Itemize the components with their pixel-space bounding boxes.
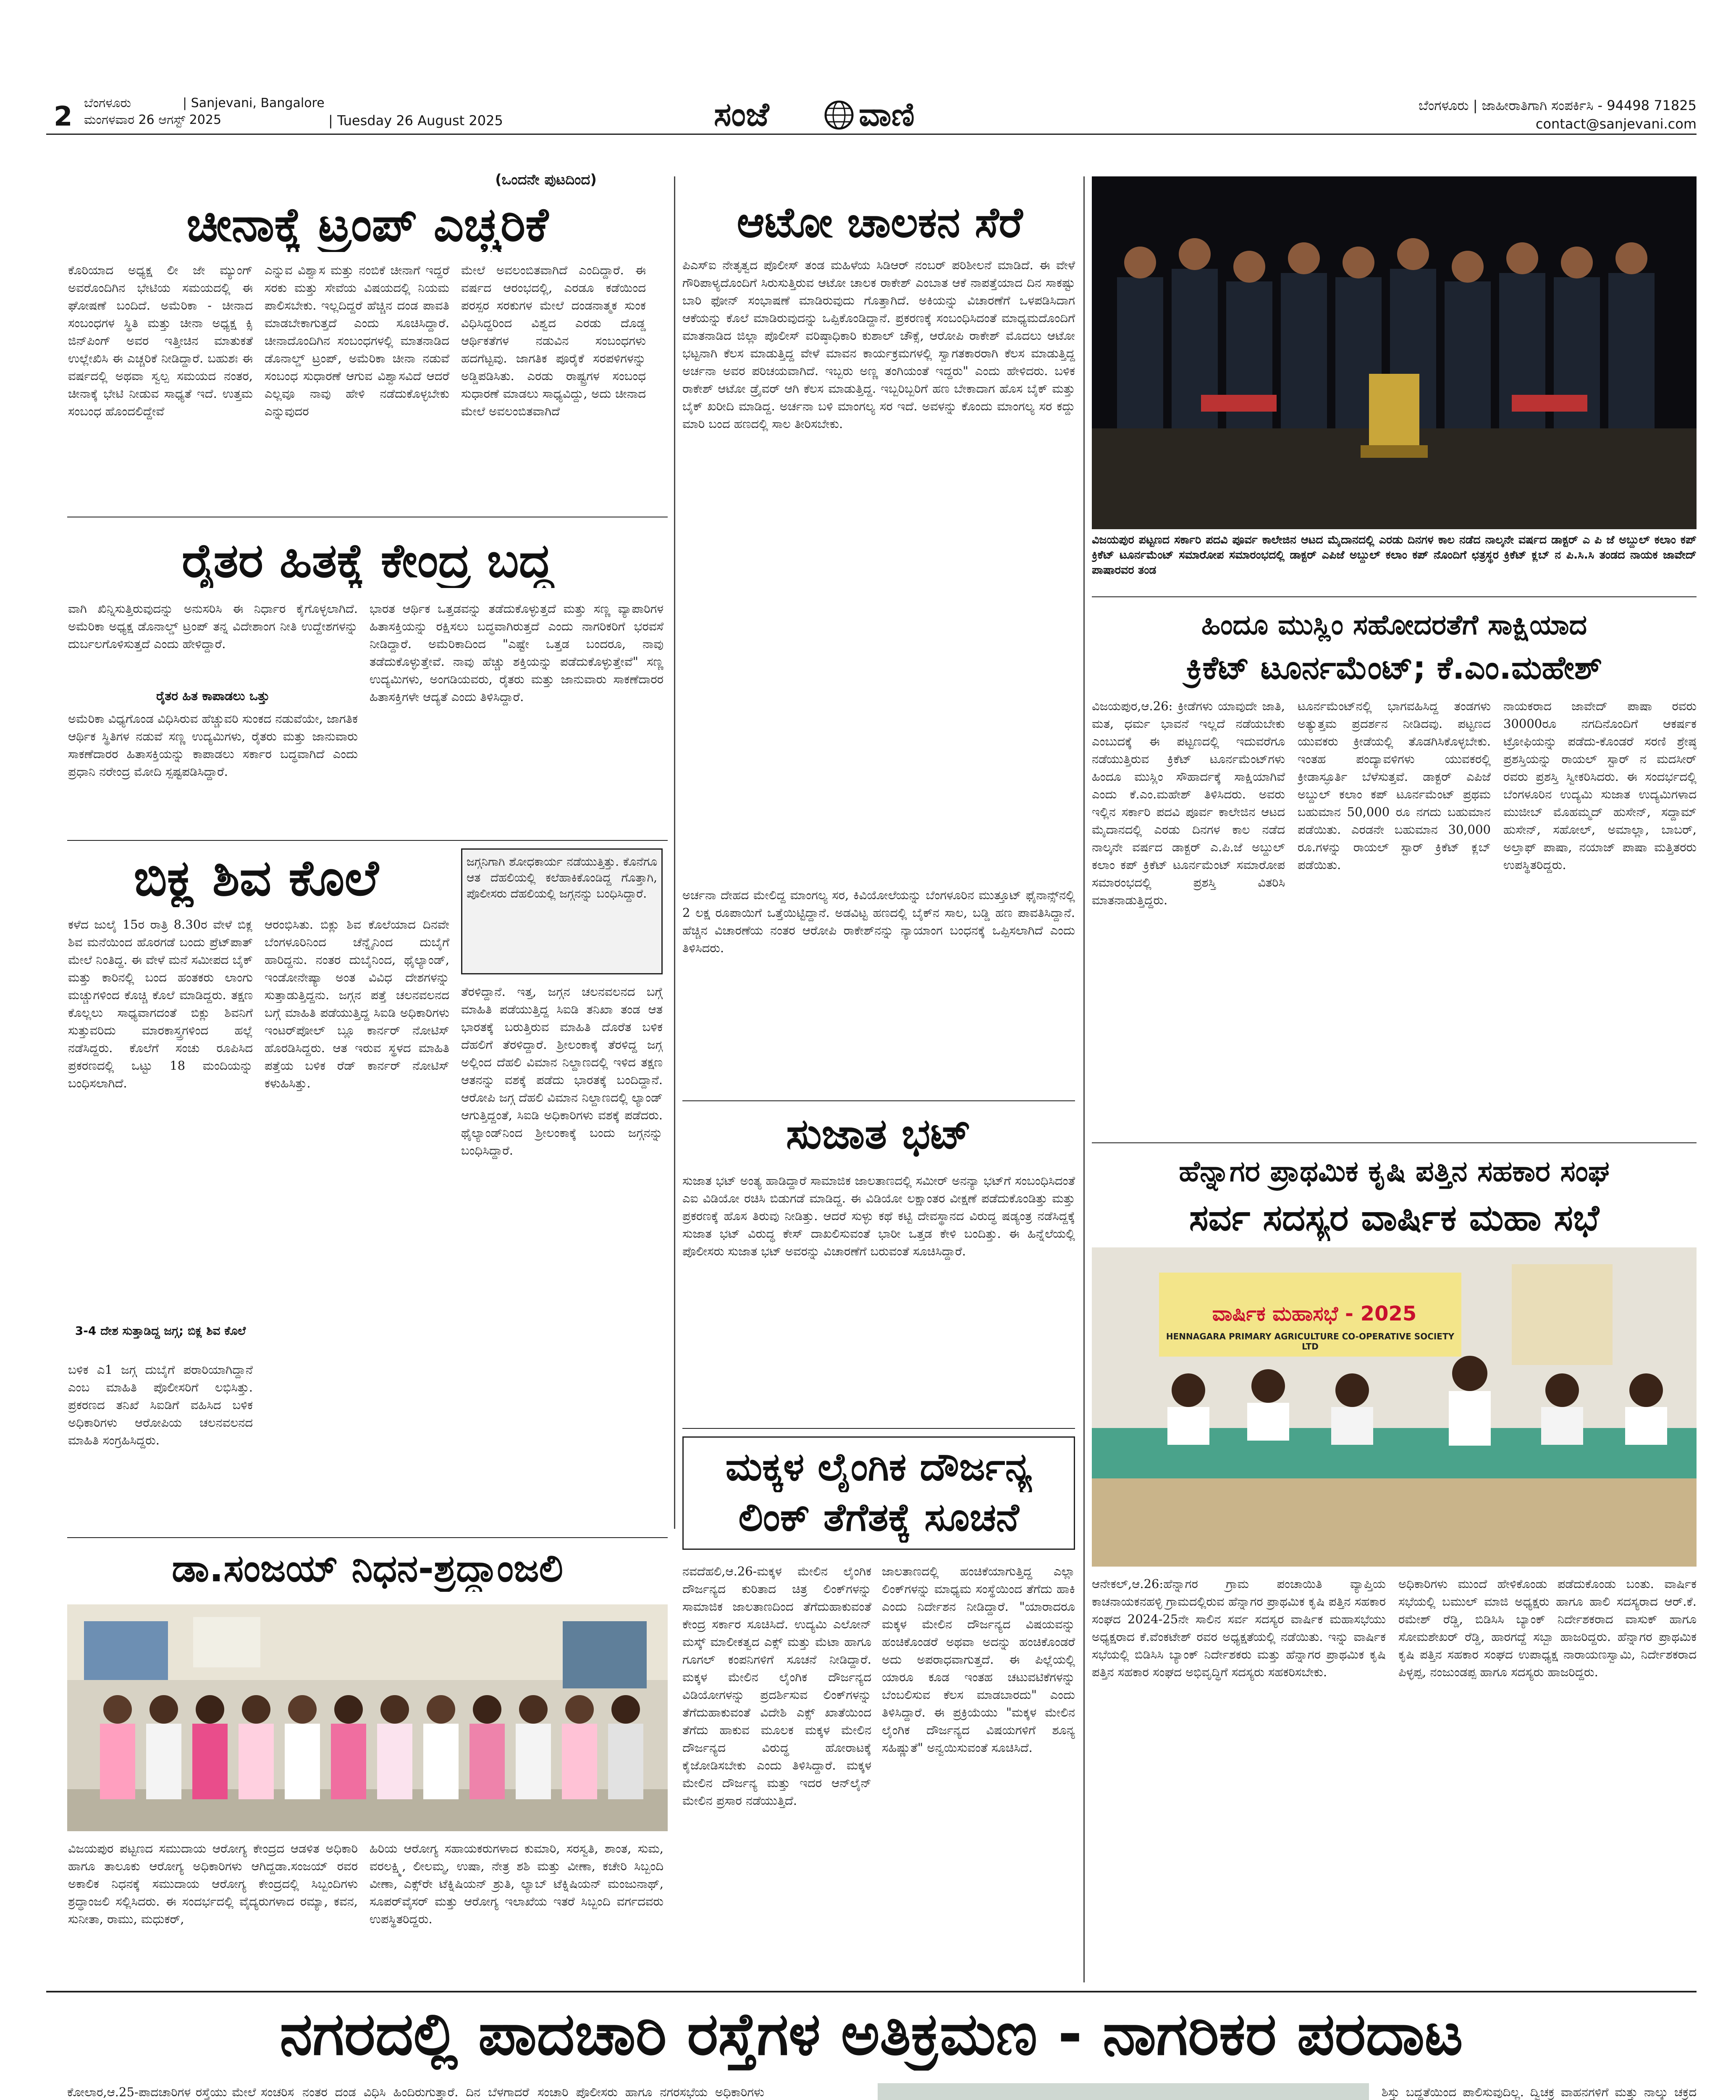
masthead-date-english: | Tuesday 26 August 2025: [328, 113, 503, 129]
sujatha-col1: ಸುಜಾತ ಭಟ್ ಅಂತ್ಯ ಹಾಡಿದ್ದಾರೆ ಸಾಮಾಜಿಕ ಜಾಲತಾಣದಲ್ಲಿ ಸಮೀರ್ ಅನನ್ಯಾ ಭಟ್‌ಗೆ ಸಂಬಂಧಿಸಿದಂತೆ ಎಐ ವಿಡಿಯೋ ರಚಿಸಿ ಬಿಡುಗಡೆ ಮಾಡಿದ್ದ. ಈ ವಿಡಿಯೋ ಲಕ್ಷಾಂತರ ವೀಕ್ಷಣೆ ಪಡೆದುಕೊಂಡಿತ್ತು ಮತ್ತು ಪ್ರಕರಣಕ್ಕೆ ಹೊಸ ತಿರುವು ನೀಡಿತ್ತು. ಆದರೆ ಸುಳ್ಳು ಕಥೆ ಕಟ್ಟಿ ದೇವಸ್ಥಾನದ ವಿರುದ್ಧ ಷಡ್ಯಂತ್ರ ನಡೆಸಿದ್ದಕ್ಕೆ ಸುಜಾತ ಭಟ್ ವಿರುದ್ಧ ಕೇಸ್ ದಾಖಲಿಸುವಂತೆ ಭಾರೀ ಒತ್ತಡ ಕೇಳಿ ಬಂದಿತ್ತು. ಈ ಹಿನ್ನೆಲೆಯಲ್ಲಿ ಪೊಲೀಸರು ಸುಜಾತ ಭಟ್ ಅವರನ್ನು ವಿಚಾರಣೆಗೆ ಬರುವಂತೆ ಸೂಚಿಸಿದ್ದಾರೆ.: [682, 1173, 1075, 1258]
masthead-rule: [46, 134, 1697, 135]
tribute-photo: [67, 1604, 668, 1831]
farmers-col1b: ಅಮೆರಿಕಾ ವಿಧ್ಯಗೊಂಡ ವಿಧಿಸಿರುವ ಹೆಚ್ಚುವರಿ ಸುಂಕದ ನಡುವೆಯೇ, ಜಾಗತಿಕ ಆರ್ಥಿಕ ಸ್ಥಿತಿಗಳ ನಡುವೆ ಸಣ್ಣ ಉದ್ಯಮಿಗಳು, ರೈತರು ಮತ್ತು ಜಾನುವಾರು ಸಾಕಣೆದಾರರ ಹಿತಾಸಕ್ತಿಯನ್ನು ಕಾಪಾಡಲು ಸರ್ಕಾರ ಬದ್ಧವಾಗಿದೆ ಎಂದು ಪ್ರಧಾನಿ ನರೇಂದ್ರ ಮೋದಿ ಸ್ಪಷ್ಟಪಡಿಸಿದ್ದಾರೆ.: [68, 711, 358, 779]
headline-auto-driver: ಆಟೋ ಚಾಲಕನ ಸೆರೆ: [737, 198, 1023, 247]
bikla-col1: ಕಳೆದ ಜುಲೈ 15ರ ರಾತ್ರಿ 8.30ರ ವೇಳೆ ಬಿಕ್ಲ ಶಿವ ಮನೆಯಿಂದ ಹೊರಗಡೆ ಬಂದು ಪ್ರೆಟ್‌ಪಾತ್ ಮೇಲೆ ನಿಂತಿದ್ದ. ಈ ವೇಳೆ ಮನೆ ಸಮೀಪದ ಬೈಕ್ ಮತ್ತು ಕಾರಿನಲ್ಲಿ ಬಂದ ಹಂತಕರು ಲಾಂಗು ಮಚ್ಚುಗಳಿಂದ ಕೊಚ್ಚಿ ಕೊಲೆ ಮಾಡಿದ್ದರು. ತಕ್ಷಣ ಕೊಲ್ಲಲು ಸಾಧ್ಯವಾಗದಂತೆ ಬಿಕ್ಲು ಶಿವನಿಗೆ ಸುತ್ತುವರಿದು ಮಾರಕಾಸ್ತ್ರಗಳಿಂದ ಹಲ್ಲೆ ನಡೆಸಿದ್ದರು. ಕೊಲೆಗೆ ಸಂಚು ರೂಪಿಸಿದ ಪ್ರಕರಣದಲ್ಲಿ ಒಟ್ಟು 18 ಮಂದಿಯನ್ನು ಬಂಧಿಸಲಾಗಿದೆ.: [68, 917, 253, 1090]
bikla-col3: ತೆರಳಿದ್ದಾನೆ. ಇತ್ತ, ಜಗ್ಗನ ಚಲನವಲನದ ಬಗ್ಗೆ ಮಾಹಿತಿ ಪಡೆಯುತ್ತಿದ್ದ ಸಿಐಡಿ ತನಿಖಾ ತಂಡ ಆತ ಭಾರತಕ್ಕೆ ಬರುತ್ತಿರುವ ಮಾಹಿತಿ ದೊರೆತ ಬಳಿಕ ದೆಹಲಿಗೆ ತೆರಳಿದ್ದಾರೆ. ಶ್ರೀಲಂಕಾಕ್ಕೆ ತೆರಳಿದ್ದ ಜಗ್ಗ ಅಲ್ಲಿಂದ ದೆಹಲಿ ವಿಮಾನ ನಿಲ್ದಾಣದಲ್ಲಿ ಇಳಿದ ತಕ್ಷಣ ಆತನನ್ನು ವಶಕ್ಕೆ ಪಡೆದು ಭಾರತಕ್ಕೆ ಬಂದಿದ್ದಾನೆ. ಆರೋಪಿ ಜಗ್ಗ ದೆಹಲಿ ವಿಮಾನ ನಿಲ್ದಾಣದಲ್ಲಿ ಲ್ಯಾಂಡ್ ಆಗುತ್ತಿದ್ದಂತೆ, ಸಿಐಡಿ ಅಧಿಕಾರಿಗಳು ವಶಕ್ಕೆ ಪಡೆದರು. ಥೈಲ್ಯಾಂಡ್‌ನಿಂದ ಶ್ರೀಲಂಕಾಕ್ಕೆ ಬಂದು ಜಗ್ಗನನ್ನು ಬಂಧಿಸಿದ್ದಾರೆ.: [461, 984, 663, 1158]
cricket-image: [1092, 176, 1697, 529]
divider: [67, 840, 668, 841]
china-col3: ಮೇಲೆ ಅವಲಂಬಿತವಾಗಿದೆ ಎಂದಿದ್ದಾರೆ. ಈ ವರ್ಷದ ಆರಂಭದಲ್ಲಿ, ಎರಡೂ ಕಡೆಯಿಂದ ಪರಸ್ಪರ ಸರಕುಗಳ ಮೇಲೆ ದಂಡನಾತ್ಮಕ ಸುಂಕ ವಿಧಿಸಿದ್ದರಿಂದ ವಿಶ್ವದ ಎರಡು ದೊಡ್ಡ ಆರ್ಥಿಕತೆಗಳ ನಡುವಿನ ಸಂಬಂಧಗಳು ಹದಗೆಟ್ಟವು. ಜಾಗತಿಕ ಪೂರೈಕೆ ಸರಪಳಿಗಳನ್ನು ಅಡ್ಡಿಪಡಿಸಿತು. ಎರಡು ರಾಷ್ಟ್ರಗಳ ಸಂಬಂಧ ಸುಧಾರಣೆ ಮಾಡಲು ಸಾಧ್ಯವಿದ್ದು, ಅದು ಚೀನಾದ ಮೇಲೆ ಅವಲಂಬಿತವಾಗಿದೆ: [461, 263, 646, 418]
column-rule: [674, 176, 675, 1529]
meeting-image: [1092, 1247, 1697, 1567]
headline-footpath: ನಗರದಲ್ಲಿ ಪಾದಚಾರಿ ರಸ್ತೆಗಳ ಅತಿಕ್ರಮಣ - ನಾಗರಿಕರ ಪರದಾಟ: [280, 2000, 1463, 2068]
meeting-banner-subtitle: HENNAGARA PRIMARY AGRICULTURE CO-OPERATIVE SOCIETY LTD: [1166, 1331, 1455, 1352]
newspaper-logo: [714, 96, 1033, 134]
footpath-col3: ಸಂಚಾರಿ ಪೊಲೀಸರು ಹಾಗೂ ನಗರಸಭೆಯ ಅಧಿಕಾರಿಗಳು: [538, 2085, 764, 2099]
hennagara-col2: ಅಧಿಕಾರಿಗಳು ಮುಂದೆ ಹೇಳಿಕೊಂಡು ಪಡೆದುಕೊಂಡು ಬಂತು. ವಾರ್ಷಿಕ ಸಭೆಯಲ್ಲಿ ಬಮುಲ್ ಮಾಜಿ ಅಧ್ಯಕ್ಷರು ಹಾಗೂ ಹಾಲಿ ಸದಸ್ಯರಾದ ಆರ್.ಕೆ. ರಮೇಶ್ ರೆಡ್ಡಿ, ಬಿಡಿಸಿಸಿ ಬ್ಯಾಂಕ್ ನಿರ್ದೇಶಕರಾದ ವಾಸುಕ್ ಹಾಗೂ ಸೋಮಶೇಖರ್ ರೆಡ್ಡಿ, ಹಾರಗದ್ದೆ ಸಬ್ಬಾ ಹಾಜರಿದ್ದರು. ಹೆನ್ನಾಗರ ಪ್ರಾಥಮಿಕ ಕೃಷಿ ಪತ್ತಿನ ಸಹಕಾರ ಸಂಘದ ಉಪಾಧ್ಯಕ್ಷ ನಾರಾಯಣಸ್ವಾಮಿ, ನಿರ್ದೇಶಕರಾದ ಪಿಳ್ಳಪ್ಪ, ನಂಜುಂಡಪ್ಪ ಹಾಗೂ ಸದಸ್ಯರು ಹಾಜರಿದ್ದರು.: [1398, 1577, 1697, 1679]
auto-col2: ಅರ್ಚನಾ ದೇಹದ ಮೇಲಿದ್ದ ಮಾಂಗಲ್ಯ ಸರ, ಕಿವಿಯೋಲೆಯನ್ನು ಬೆಂಗಳೂರಿನ ಮುತ್ತೂಟ್ ಫೈನಾನ್ಸ್‌ನಲ್ಲಿ 2 ಲಕ್ಷ ರೂಪಾಯಿಗೆ ಒತ್ತೆಯಿಟ್ಟಿದ್ದಾನೆ. ಅಡವಿಟ್ಟ ಹಣದಲ್ಲಿ ಬೈಕ್‌ನ ಸಾಲ, ಬಡ್ಡಿ ಹಣ ಪಾವತಿಸಿದ್ದಾನೆ. ಹೆಚ್ಚಿನ ವಿಚಾರಣೆಯ ನಂತರ ಆರೋಪಿ ರಾಕೇಶ್‌ನನ್ನು ನ್ಯಾಯಾಂಗ ಬಂಧನಕ್ಕೆ ಒಪ್ಪಿಸಲಾಗಿದೆ ಎಂದು ತಿಳಿಸಿದರು.: [682, 888, 1075, 955]
auto-col1: ಪಿಎಸ್‌ಐ ನೇತೃತ್ವದ ಪೊಲೀಸ್ ತಂಡ ಮಹಿಳೆಯ ಸಿಡಿಆರ್ ನಂಬರ್ ಪರಿಶೀಲನೆ ಮಾಡಿದೆ. ಈ ವೇಳೆ ಗೌರಿಪಾಳ್ಯದೊಂದಿಗೆ ಸಿರುಸುತ್ತಿರುವ ಆಟೋ ಚಾಲಕ ರಾಕೇಶ್ ಎಂಬಾತ ಆಕೆ ನಾಪತ್ತೆಯಾದ ದಿನ ಸಾಕಷ್ಟು ಬಾರಿ ಫೋನ್ ಸಂಭಾಷಣೆ ಮಾಡಿರುವುದು ಗೊತ್ತಾಗಿದೆ. ಅಕಿಯನ್ನು ವಿಚಾರಣೆಗೆ ಒಳಪಡಿಸಿದಾಗ ಆಕೆಯನ್ನು ಕೊಲೆ ಮಾಡಿರುವುದನ್ನು ಒಪ್ಪಿಕೊಂಡಿದ್ದಾನೆ. ಪ್ರಕರಣಕ್ಕೆ ಸಂಬಂಧಿಸಿದಂತೆ ಮಾಧ್ಯಮದೊಂದಿಗೆ ಮಾತನಾಡಿದ ಜಿಲ್ಲಾ ಪೊಲೀಸ್ ವರಿಷ್ಠಾಧಿಕಾರಿ ಕುಶಾಲ್ ಚೌಕ್ಸೆ, ಆರೋಪಿ ರಾಕೇಶ್ ಮೊದಲು ಆಟೋ ಭಟ್ಟನಾಗಿ ಕೆಲಸ ಮಾಡುತ್ತಿದ್ದ ವೇಳೆ ಮಾವನ ಕಾರ್ಯಕ್ರಮಗಳಲ್ಲಿ ಸ್ವಾಗತಕಾರರಾಗಿ ಕೆಲಸ ಮಾಡುತ್ತಿದ್ದ ಅರ್ಚನಾ ಅವರ ಪರಿಚಯವಾಗಿದೆ. ಇಬ್ಬರು ಅಣ್ಣ ತಂಗಿಯಂತೆ ಇದ್ದರು" ಎಂದು ಹೇಳಿದರು. ಬಳಿಕ ರಾಕೇಶ್ ಆಟೋ ಡ್ರೈವರ್ ಆಗಿ ಕೆಲಸ ಮಾಡುತ್ತಿದ್ದ. ಇಬ್ಬರಿಬ್ಬರಿಗೆ ಹಣ ಬೇಕಾದಾಗ ಹೊಸ ಬೈಕ್ ಮತ್ತು ಬೈಕ್ ಖರೀದಿ ಮಾಡಿದ್ದ. ಅರ್ಚನಾ ಬಳಿ ಮಾಂಗಲ್ಯ ಸರ ಇದೆ. ಅವಳನ್ನು ಕೊಂದು ಮಾಂಗಲ್ಯ ಸರ ಕದ್ದು ಮಾರಿ ಬಂದ ಹಣದಲ್ಲಿ ಸಾಲ ತೀರಿಸಬೇಕು.: [682, 258, 1075, 431]
bikla-box-note: [461, 848, 663, 974]
headline-bikla-shiva: ಬಿಕ್ಲ ಶಿವ ಕೊಲೆ: [134, 849, 379, 907]
page-number: 2: [54, 101, 73, 132]
bikla-col1b: ಬಳಿಕ ಎ1 ಜಗ್ಗ ದುಬೈಗೆ ಪರಾರಿಯಾಗಿದ್ದಾನೆ ಎಂಬ ಮಾಹಿತಿ ಪೊಲೀಸರಿಗೆ ಲಭಿಸಿತ್ತು. ಪ್ರಕರಣದ ತನಿಖೆ ಸಿಐಡಿಗೆ ವಹಿಸಿದ ಬಳಿಕ ಅಧಿಕಾರಿಗಳು ಆರೋಪಿಯ ಚಲನವಲನದ ಮಾಹಿತಿ ಸಂಗ್ರಹಿಸಿದ್ದರು.: [68, 1362, 253, 1447]
china-col2: ಎನ್ನುವ ವಿಶ್ವಾಸ ಮತ್ತು ನಂಬಿಕೆ ಚೀನಾಗೆ ಇದ್ದರೆ ಸರಕು ಮತ್ತು ಸೇವೆಯ ವಿಷಯದಲ್ಲಿ ನಿಯಮ ಪಾಲಿಸಬೇಕು. ಇಲ್ಲದಿದ್ದರೆ ಹೆಚ್ಚಿನ ದಂಡ ಪಾವತಿ ಮಾಡಬೇಕಾಗುತ್ತದೆ ಎಂದು ಸೂಚಿಸಿದ್ದಾರೆ. ಚೀನಾದೊಂದಿಗಿನ ಸಂಬಂಧಗಳಲ್ಲಿ ಮಾತನಾಡಿದ ಡೊನಾಲ್ಡ್ ಟ್ರಂಪ್, ಅಮೆರಿಕಾ ಚೀನಾ ನಡುವೆ ಸಂಬಂಧ ಸುಧಾರಣೆ ಆಗುವ ವಿಶ್ವಾಸವಿದೆ ಆದರೆ ಎಲ್ಲವೂ ನಾವು ಹೇಳಿ ನಡೆದುಕೊಳ್ಳಬೇಕು ಎನ್ನುವುದರ: [265, 263, 449, 418]
market-image: [878, 2083, 1369, 2100]
headline-hennagara-2: ಸರ್ವ ಸದಸ್ಯರ ವಾರ್ಷಿಕ ಮಹಾ ಸಭೆ: [1189, 1197, 1600, 1239]
tribute-caption-2: ಹಿರಿಯ ಆರೋಗ್ಯ ಸಹಾಯಕರುಗಳಾದ ಕುಮಾರಿ, ಸರಸ್ವತಿ, ಶಾಂತ, ಸುಮ, ವರಲಕ್ಷ್ಮಿ, ಲೀಲಮ್ಮ, ಉಷಾ, ನೇತ್ರ ಶಶಿ ಮತ್ತು ವೀಣಾ, ಕಚೇರಿ ಸಿಬ್ಬಂದಿ ವೀಣಾ, ಎಕ್ಸ್‌ರೇ ಟೆಕ್ನಿಷಿಯನ್ ಶ್ರುತಿ, ಲ್ಯಾಬ್ ಟೆಕ್ನಿಷಿಯನ್ ಮಂಜುನಾಥ್, ಸೂಪರ್‌ವೈಸರ್ ಮತ್ತು ಆರೋಗ್ಯ ಇಲಾಖೆಯ ಇತರೆ ಸಿಬ್ಬಂದಿ ವರ್ಗದವರು ಉಪಸ್ಥಿತರಿದ್ದರು.: [370, 1841, 663, 1926]
headline-dr-sanjay: ಡಾ.ಸಂಜಯ್ ನಿಧನ-ಶ್ರದ್ಧಾಂಜಲಿ: [172, 1546, 563, 1591]
headline-china-trump: ಚೀನಾಕ್ಕೆ ಟ್ರಂಪ್ ಎಚ್ಚರಿಕೆ: [186, 197, 549, 252]
cricket-team-photo: [1092, 176, 1697, 529]
cricket-col3: ನಾಯಕರಾದ ಜಾವೇದ್ ಪಾಷಾ ರವರು 30000ರೂ ನಗದಿನೊಂದಿಗೆ ಆಕರ್ಷಕ ಟ್ರೋಫಿಯನ್ನು ಪಡೆದು-ಕೊಂಡರೆ ಸರಣಿ ಶ್ರೇಷ್ಠ ಪ್ರಶಸ್ತಿಯನ್ನು ರಾಯಲ್ ಸ್ಟಾರ್ ನ ಮದಸೀರ್ ರವರು ಪ್ರಶಸ್ತಿ ಸ್ವೀಕರಿಸಿದರು. ಈ ಸಂದರ್ಭದಲ್ಲಿ ಬೆಂಗಳೂರಿನ ಉದ್ಯಮಿ ಸುಜಾತ ಉದ್ಯಮಿಗಳಾದ ಮುಜೀಬ್ ಮೊಹಮ್ಮದ್ ಹುಸೇನ್, ಸದ್ದಾಮ್ ಹುಸೇನ್, ಸಹೋಲ್, ಅಮಾಲ್ಲಾ, ಬಾಬರ್, ಅಲ್ತಾಫ್ ಪಾಷಾ, ನಯಾಜ್ ಪಾಷಾ ಮತ್ತಿತರರು ಉಪಸ್ಥಿತರಿದ್ದರು.: [1503, 699, 1697, 872]
column-rule: [1083, 176, 1085, 1982]
globe-icon: [824, 100, 854, 130]
advert-contact: ಬೆಂಗಳೂರು | ಜಾಹೀರಾತಿಗಾಗಿ ಸಂಪರ್ಕಿಸಿ - 94498 71825: [1419, 97, 1697, 113]
publication-name: Sanjevani, Bangalore: [191, 96, 325, 110]
headline-cricket-2: ಕ್ರಿಕೆಟ್ ಟೂರ್ನಮೆಂಟ್; ಕೆ.ಎಂ.ಮಹೇಶ್: [1186, 649, 1602, 686]
footpath-col5: ಶಿಸ್ತು ಬದ್ಧತೆಯಿಂದ ಪಾಲಿಸುವುದಿಲ್ಲ. ದ್ವಿಚಕ್ರ ವಾಹನಗಳಿಗೆ ಮತ್ತು ನಾಲ್ಕು ಚಕ್ರದ: [1382, 2085, 1697, 2099]
masthead-city: ಬೆಂಗಳೂರು: [84, 96, 131, 110]
bikla-col2: ಆರಂಭಿಸಿತು. ಬಿಕ್ಲು ಶಿವ ಕೊಲೆಯಾದ ದಿನವೇ ಬೆಂಗಳೂರಿನಿಂದ ಚೆನ್ನೈನಿಂದ ದುಬೈಗೆ ಹಾರಿದ್ದನು. ನಂತರ ದುಬೈನಿಂದ, ಥೈಲ್ಯಾಂಡ್, ಇಂಡೋನೇಷ್ಯಾ ಅಂತ ವಿವಿಧ ದೇಶಗಳನ್ನು ಸುತ್ತಾಡುತ್ತಿದ್ದನು. ಜಗ್ಗನ ಪತ್ತೆ ಚಲನವಲನದ ಬಗ್ಗೆ ಮಾಹಿತಿ ಪಡೆಯುತ್ತಿದ್ದ ಸಿಐಡಿ ಅಧಿಕಾರಿಗಳು ಇಂಟರ್‌ಪೋಲ್ ಬ್ಲೂ ಕಾರ್ನರ್ ನೋಟಿಸ್ ಹೊರಡಿಸಿದ್ದರು. ಆತ ಇರುವ ಸ್ಥಳದ ಮಾಹಿತಿ ಪತ್ತೆಯ ಬಳಿಕ ರೆಡ್ ಕಾರ್ನರ್ ನೋಟಿಸ್ ಕಳುಹಿಸಿತ್ತು.: [265, 917, 449, 1090]
child-abuse-col2: ಜಾಲತಾಣದಲ್ಲಿ ಹಂಚಿಕೆಯಾಗುತ್ತಿದ್ದ ಎಲ್ಲಾ ಲಿಂಕ್‌ಗಳನ್ನು ಮಾಧ್ಯಮ ಸಂಸ್ಥೆಯಿಂದ ತೆಗೆದು ಹಾಕಿ ಎಂದು ನಿರ್ದೇಶನ ನೀಡಿದ್ದಾರೆ. "ಯಾರಾದರೂ ಮಕ್ಕಳ ಮೇಲಿನ ದೌರ್ಜನ್ಯದ ವಿಷಯವನ್ನು ಹಂಚಿಕೊಂಡರೆ ಅಥವಾ ಅದನ್ನು ಹಂಚಿಕೊಂಡರೆ ಅದು ಅಪರಾಧವಾಗುತ್ತದೆ. ಈ ಪಿಲ್ಲೆಯಲ್ಲಿ ಯಾರೂ ಕೂಡ ಇಂತಹ ಚಟುವಟಿಕೆಗಳನ್ನು ಬೆಂಬಲಿಸುವ ಕೆಲಸ ಮಾಡಬಾರದು" ಎಂದು ತಿಳಿಸಿದ್ದಾರೆ. ಈ ಪ್ರಕ್ರಿಯೆಯು "ಮಕ್ಕಳ ಮೇಲಿನ ಲೈಂಗಿಕ ದೌರ್ಜನ್ಯದ ವಿಷಯಗಳಿಗೆ ಶೂನ್ಯ ಸಹಿಷ್ಣುತೆ" ಅನ್ವಯಿಸುವಂತೆ ಸೂಚಿಸಿದೆ.: [882, 1564, 1075, 1755]
cricket-photo-caption: ವಿಜಯಪುರ ಪಟ್ಟಣದ ಸರ್ಕಾರಿ ಪದವಿ ಪೂರ್ವ ಕಾಲೇಜಿನ ಆಟದ ಮೈದಾನದಲ್ಲಿ ಎರಡು ದಿನಗಳ ಕಾಲ ನಡೆದ ನಾಲ್ಕನೇ ವರ್ಷದ ಡಾಕ್ಟರ್ ಎ ಪಿ ಜೆ ಅಬ್ದುಲ್ ಕಲಾಂ ಕಪ್ ಕ್ರಿಕೆಟ್ ಟೂರ್ನಮೆಂಟ್ ಸಮಾರೋಪ ಸಮಾರಂಭದಲ್ಲಿ ಡಾಕ್ಟರ್ ಎಪಿಜೆ ಅಬ್ದುಲ್ ಕಲಾಂ ಕಪ್ ನೊಂದಿಗೆ ಛತ್ರಸ್ಥರ ಕ್ರಿಕೆಟ್ ಕ್ಲಬ್ ನ ಪಿ.ಸಿ.ಸಿ ತಂಡದ ನಾಯಕ ಜಾವೇದ್ ಪಾಷಾರವರ ತಂಡ: [1092, 533, 1697, 577]
masthead-date-kannada: ಮಂಗಳವಾರ 26 ಆಗಸ್ಟ್ 2025: [84, 113, 222, 127]
farmers-col2: ಭಾರತ ಆರ್ಥಿಕ ಒತ್ತಡವನ್ನು ತಡೆದುಕೊಳ್ಳುತ್ತದೆ ಮತ್ತು ಸಣ್ಣ ವ್ಯಾಪಾರಿಗಳ ಹಿತಾಸಕ್ತಿಯನ್ನು ರಕ್ಷಿಸಲು ಬದ್ಧವಾಗಿರುತ್ತದೆ ಎಂದು ನಾಗರಿಕರಿಗೆ ಭರವಸೆ ನೀಡಿದ್ದಾರೆ. ಅಮೆರಿಕಾದಿಂದ "ಎಷ್ಟೇ ಒತ್ತಡ ಬಂದರೂ, ನಾವು ತಡೆದುಕೊಳ್ಳುತ್ತೇವೆ. ನಾವು ಹೆಚ್ಚು ಶಕ್ತಿಯನ್ನು ಪಡೆದುಕೊಳ್ಳುತ್ತೇವೆ" ಸಣ್ಣ ಉದ್ಯಮಿಗಳು, ಅಂಗಡಿಯವರು, ರೈತರು ಮತ್ತು ಜಾನುವಾರು ಸಾಕಣೆದಾರರ ಹಿತಾಸಕ್ತಿಗಳೇ ಆದ್ಯತೆ ಎಂದು ತಿಳಿಸಿದ್ದಾರೆ.: [370, 601, 663, 704]
divider: [682, 1428, 1075, 1429]
farmers-col1: ವಾಗಿ ಖಿನ್ನಿಸುತ್ತಿರುವುದನ್ನು ಅನುಸರಿಸಿ ಈ ನಿರ್ಧಾರ ಕೈಗೊಳ್ಳಲಾಗಿದೆ. ಅಮೆರಿಕಾ ಅಧ್ಯಕ್ಷ ಡೊನಾಲ್ಡ್ ಟ್ರಂಪ್ ತನ್ನ ವಿದೇಶಾಂಗ ನೀತಿ ಉದ್ದೇಶಗಳನ್ನು ದುರ್ಬಲಗೊಳಿಸುತ್ತದೆ ಎಂದು ಹೇಳಿದ್ದಾರೆ.: [68, 601, 358, 651]
cricket-col2: ಟೂರ್ನಮೆಂಟ್‌ನಲ್ಲಿ ಭಾಗವಹಿಸಿದ್ದ ತಂಡಗಳು ಅತ್ಯುತ್ತಮ ಪ್ರದರ್ಶನ ನೀಡಿದವು. ಪಟ್ಟಣದ ಯುವಕರು ಕ್ರೀಡೆಯಲ್ಲಿ ತೊಡಗಿಸಿಕೊಳ್ಳಬೇಕು. ಇಂತಹ ಪಂದ್ಯಾವಳಿಗಳು ಯುವಕರಲ್ಲಿ ಕ್ರೀಡಾಸ್ಫೂರ್ತಿ ಬೆಳೆಸುತ್ತವೆ. ಡಾಕ್ಟರ್ ಎಪಿಜೆ ಅಬ್ದುಲ್ ಕಲಾಂ ಕಪ್ ಟೂರ್ನಮೆಂಟ್ ಪ್ರಥಮ ಬಹುಮಾನ 50,000 ರೂ ನಗದು ಬಹುಮಾನ ಪಡೆಯಿತು. ಎರಡನೇ ಬಹುಮಾನ 30,000 ರೂ.ಗಳನ್ನು ರಾಯಲ್ ಸ್ಟಾರ್ ಕ್ರಿಕೆಟ್ ಕ್ಲಬ್ ಪಡೆಯಿತು.: [1298, 699, 1491, 872]
child-abuse-header-box: [682, 1436, 1075, 1550]
headline-hennagara-1: ಹೆನ್ನಾಗರ ಪ್ರಾಥಮಿಕ ಕೃಷಿ ಪತ್ತಿನ ಸಹಕಾರ ಸಂಘ: [1179, 1155, 1610, 1188]
divider: [67, 1537, 668, 1538]
divider: [1092, 596, 1697, 597]
cricket-col1: ವಿಜಯಪುರ,ಆ.26: ಕ್ರೀಡೆಗಳು ಯಾವುದೇ ಜಾತಿ, ಮತ, ಧರ್ಮ ಭಾವನೆ ಇಲ್ಲದೆ ನಡೆಯಬೇಕು ಎಂಬುದಕ್ಕೆ ಈ ಪಟ್ಟಣದಲ್ಲಿ ಇದುವರೆಗೂ ನಡೆಯುತ್ತಿರುವ ಕ್ರಿಕೆಟ್ ಟೂರ್ನಮೆಂಟ್‌ಗಳು ಹಿಂದೂ ಮುಸ್ಲಿಂ ಸೌಹಾರ್ದಕ್ಕೆ ಸಾಕ್ಷಿಯಾಗಿವೆ ಎಂದು ಕೆ.ಎಂ.ಮಹೇಶ್ ತಿಳಿಸಿದರು. ಅವರು ಇಲ್ಲಿನ ಸರ್ಕಾರಿ ಪದವಿ ಪೂರ್ವ ಕಾಲೇಜಿನ ಆಟದ ಮೈದಾನದಲ್ಲಿ ಎರಡು ದಿನಗಳ ಕಾಲ ನಡೆದ ನಾಲ್ಕನೇ ವರ್ಷದ ಡಾಕ್ಟರ್ ಎ.ಪಿ.ಜೆ ಅಬ್ದುಲ್ ಕಲಾಂ ಕಪ್ ಕ್ರಿಕೆಟ್ ಟೂರ್ನಮೆಂಟ್ ಸಮಾರೋಪ ಸಮಾರಂಭದಲ್ಲಿ ಪ್ರಶಸ್ತಿ ವಿತರಿಸಿ ಮಾತನಾಡುತ್ತಿದ್ದರು.: [1092, 699, 1285, 907]
footpath-col1: ಕೋಲಾರ,ಆ.25-ಪಾದಚಾರಿಗಳ ರಸ್ತೆಯು ಮೇಲೆ ಸಂಚರಿಸ: [67, 2085, 294, 2099]
divider: [682, 1100, 1075, 1101]
tribute-image: [67, 1604, 668, 1831]
masthead: [0, 0, 1736, 134]
meeting-banner-title: ವಾರ್ಷಿಕ ಮಹಾಸಭೆ - 2025: [1212, 1302, 1417, 1326]
hennagara-col1: ಆನೇಕಲ್,ಆ.26:ಹೆನ್ನಾಗರ ಗ್ರಾಮ ಪಂಚಾಯಿತಿ ವ್ಯಾಪ್ತಿಯ ಕಾಚನಾಯಕನಹಳ್ಳಿ ಗ್ರಾಮದಲ್ಲಿರುವ ಹೆನ್ನಾಗರ ಪ್ರಾಥಮಿಕ ಕೃಷಿ ಪತ್ತಿನ ಸಹಕಾರ ಸಂಘದ 2024-25ನೇ ಸಾಲಿನ ಸರ್ವ ಸದಸ್ಯರ ವಾರ್ಷಿಕ ಮಹಾಸಭೆಯು ಅಧ್ಯಕ್ಷರಾದ ಕೆ.ವೆಂಕಟೇಶ್ ರವರ ಅಧ್ಯಕ್ಷತೆಯಲ್ಲಿ ನಡೆಯಿತು. ಇನ್ನು ವಾರ್ಷಿಕ ಸಭೆಯಲ್ಲಿ ಬಿಡಿಸಿಸಿ ಬ್ಯಾಂಕ್ ನಿರ್ದೇಶಕರು ಮತ್ತು ಹೆನ್ನಾಗರ ಪ್ರಾಥಮಿಕ ಕೃಷಿ ಪತ್ತಿನ ಸಹಕಾರ ಸಂಘದ ಅಭಿವೃದ್ಧಿಗೆ ಸದಸ್ಯರು ಸಹಕರಿಸಬೇಕು.: [1092, 1577, 1386, 1679]
footpath-top-rule: [46, 1991, 1697, 1992]
headline-farmers: ರೈತರ ಹಿತಕ್ಕೆ ಕೇಂದ್ರ ಬದ್ಧ: [181, 533, 553, 588]
footpath-col2: ನಂತರ ದಂಡ ವಿಧಿಸಿ ಹಿಂದಿರುಗುತ್ತಾರೆ. ದಿನ ಬೆಳಗಾದರೆ: [302, 2085, 529, 2099]
headline-child-abuse-2: ಲಿಂಕ್ ತೆಗೆತಕ್ಕೆ ಸೂಚನೆ: [738, 1495, 1019, 1540]
masthead-publication: | Sanjevani, Bangalore: [183, 96, 325, 110]
box-note-text: ಜಗ್ಗನಿಗಾಗಿ ಶೋಧಕಾರ್ಯ ನಡೆಯುತ್ತಿತ್ತು. ಕೊನೆಗೂ ಆತ ದೆಹಲಿಯಲ್ಲಿ ಕಲೆಹಾಕಿಕೊಂಡಿದ್ದ ಗೊತ್ತಾಗಿ, ಪೊಲೀಸರು ದೆಹಲಿಯಲ್ಲಿ ಜಗ್ಗನನ್ನು ಬಂಧಿಸಿದ್ದಾರೆ.: [467, 855, 657, 900]
logo-text-left: ಸಂಜೆ: [714, 96, 769, 134]
tribute-caption-1: ವಿಜಯಪುರ ಪಟ್ಟಣದ ಸಮುದಾಯ ಆರೋಗ್ಯ ಕೇಂದ್ರದ ಆಡಳಿತ ಅಧಿಕಾರಿ ಹಾಗೂ ತಾಲೂಕು ಆರೋಗ್ಯ ಅಧಿಕಾರಿಗಳು ಆಗಿದ್ದಡಾ.ಸಂಜಯ್ ರವರ ಅಕಾಲಿಕ ನಿಧನಕ್ಕೆ ಸಮುದಾಯ ಆರೋಗ್ಯ ಕೇಂದ್ರದಲ್ಲಿ ಸಿಬ್ಬಂದಿಗಳು ಶ್ರದ್ಧಾಂಜಲಿ ಸಲ್ಲಿಸಿದರು. ಈ ಸಂದರ್ಭದಲ್ಲಿ ವೈದ್ಯರುಗಳಾದ ರಮ್ಯಾ, ಕವನ, ಸುನೀತಾ, ರಾಮು, ಮಧುಕರ್,: [68, 1841, 358, 1926]
headline-sujatha-bhat: ಸುಜಾತ ಭಟ್: [786, 1109, 972, 1158]
farmers-subhead: ರೈತರ ಹಿತ ಕಾಪಾಡಲು ಒತ್ತು: [156, 689, 270, 704]
date-english: Tuesday 26 August 2025: [337, 113, 503, 129]
logo-text-right: ವಾಣಿ: [859, 96, 915, 134]
footpath-market-photo: [878, 2083, 1369, 2100]
headline-child-abuse-1: ಮಕ್ಕಳ ಲೈಂಗಿಕ ದೌರ್ಜನ್ಯ: [725, 1444, 1032, 1489]
contact-email[interactable]: contact@sanjevani.com: [1535, 116, 1697, 132]
hennagara-meeting-photo: [1092, 1247, 1697, 1567]
continued-label: (ಒಂದನೇ ಪುಟದಿಂದ): [495, 171, 597, 188]
headline-cricket-1: ಹಿಂದೂ ಮುಸ್ಲಿಂ ಸಹೋದರತೆಗೆ ಸಾಕ್ಷಿಯಾದ: [1201, 609, 1587, 641]
china-col1: ಕೊರಿಯಾದ ಅಧ್ಯಕ್ಷ ಲೀ ಜೇ ಮ್ಯುಂಗ್ ಅವರೊಂದಿಗಿನ ಭೇಟಿಯ ಸಮಯದಲ್ಲಿ ಈ ಘೋಷಣೆ ಬಂದಿದೆ. ಅಮೆರಿಕಾ - ಚೀನಾದ ಸಂಬಂಧಗಳ ಸ್ಥಿತಿ ಮತ್ತು ಚೀನಾ ಅಧ್ಯಕ್ಷ ಕ್ಸಿ ಜಿನ್‌ಪಿಂಗ್ ಅವರ ಇತ್ತೀಚಿನ ಮಾತುಕತೆ ಉಲ್ಲೇಖಿಸಿ ಈ ಎಚ್ಚರಿಕೆ ನೀಡಿದ್ದಾರೆ. ಬಹುಶಃ ಈ ವರ್ಷದಲ್ಲಿ ಅಥವಾ ಸ್ವಲ್ಪ ಸಮಯದ ನಂತರ, ಚೀನಾಕ್ಕೆ ಭೇಟಿ ನೀಡುವ ಸಾಧ್ಯತೆ ಇದೆ. ಉತ್ತಮ ಸಂಬಂಧ ಹೊಂದಲಿದ್ದೇವೆ: [68, 263, 253, 418]
bikla-subhead: 3-4 ದೇಶ ಸುತ್ತಾಡಿದ್ದ ಜಗ್ಗ; ಬಿಕ್ಲ ಶಿವ ಕೊಲೆ: [75, 1324, 246, 1338]
divider: [1092, 1142, 1697, 1143]
child-abuse-col1: ನವದೆಹಲಿ,ಆ.26-ಮಕ್ಕಳ ಮೇಲಿನ ಲೈಂಗಿಕ ದೌರ್ಜನ್ಯದ ಕುರಿತಾದ ಚಿತ್ರ ಲಿಂಕ್‌ಗಳನ್ನು ಸಾಮಾಜಿಕ ಜಾಲತಾಣದಿಂದ ತೆಗೆದುಹಾಕುವಂತೆ ಕೇಂದ್ರ ಸರ್ಕಾರ ಸೂಚಿಸಿದೆ. ಉದ್ಯಮಿ ಎಲೋನ್ ಮಸ್ಕ್ ಮಾಲೀಕತ್ವದ ಎಕ್ಸ್ ಮತ್ತು ಮೆಟಾ ಹಾಗೂ ಗೂಗಲ್ ಕಂಪನಿಗಳಿಗೆ ಸೂಚನೆ ನೀಡಿದ್ದಾರೆ. ಮಕ್ಕಳ ಮೇಲಿನ ಲೈಂಗಿಕ ದೌರ್ಜನ್ಯದ ವಿಡಿಯೋಗಳನ್ನು ಪ್ರದರ್ಶಿಸುವ ಲಿಂಕ್‌ಗಳನ್ನು ತೆಗೆದುಹಾಕುವಂತೆ ವಿದೇಶಿ ಎಕ್ಸ್ ಖಾತೆಯಿಂದ ತೆಗೆದು ಹಾಕುವ ಮೂಲಕ ಮಕ್ಕಳ ಮೇಲಿನ ದೌರ್ಜನ್ಯದ ವಿರುದ್ಧ ಹೋರಾಟಕ್ಕೆ ಕೈಜೋಡಿಸಬೇಕು ಎಂದು ತಿಳಿಸಿದ್ದಾರೆ. ಮಕ್ಕಳ ಮೇಲಿನ ದೌರ್ಜನ್ಯ ಮತ್ತು ಇದರ ಆನ್‌ಲೈನ್ ಮೇಲಿನ ಪ್ರಸಾರ ನಡೆಯುತ್ತಿದೆ.: [682, 1564, 871, 1808]
